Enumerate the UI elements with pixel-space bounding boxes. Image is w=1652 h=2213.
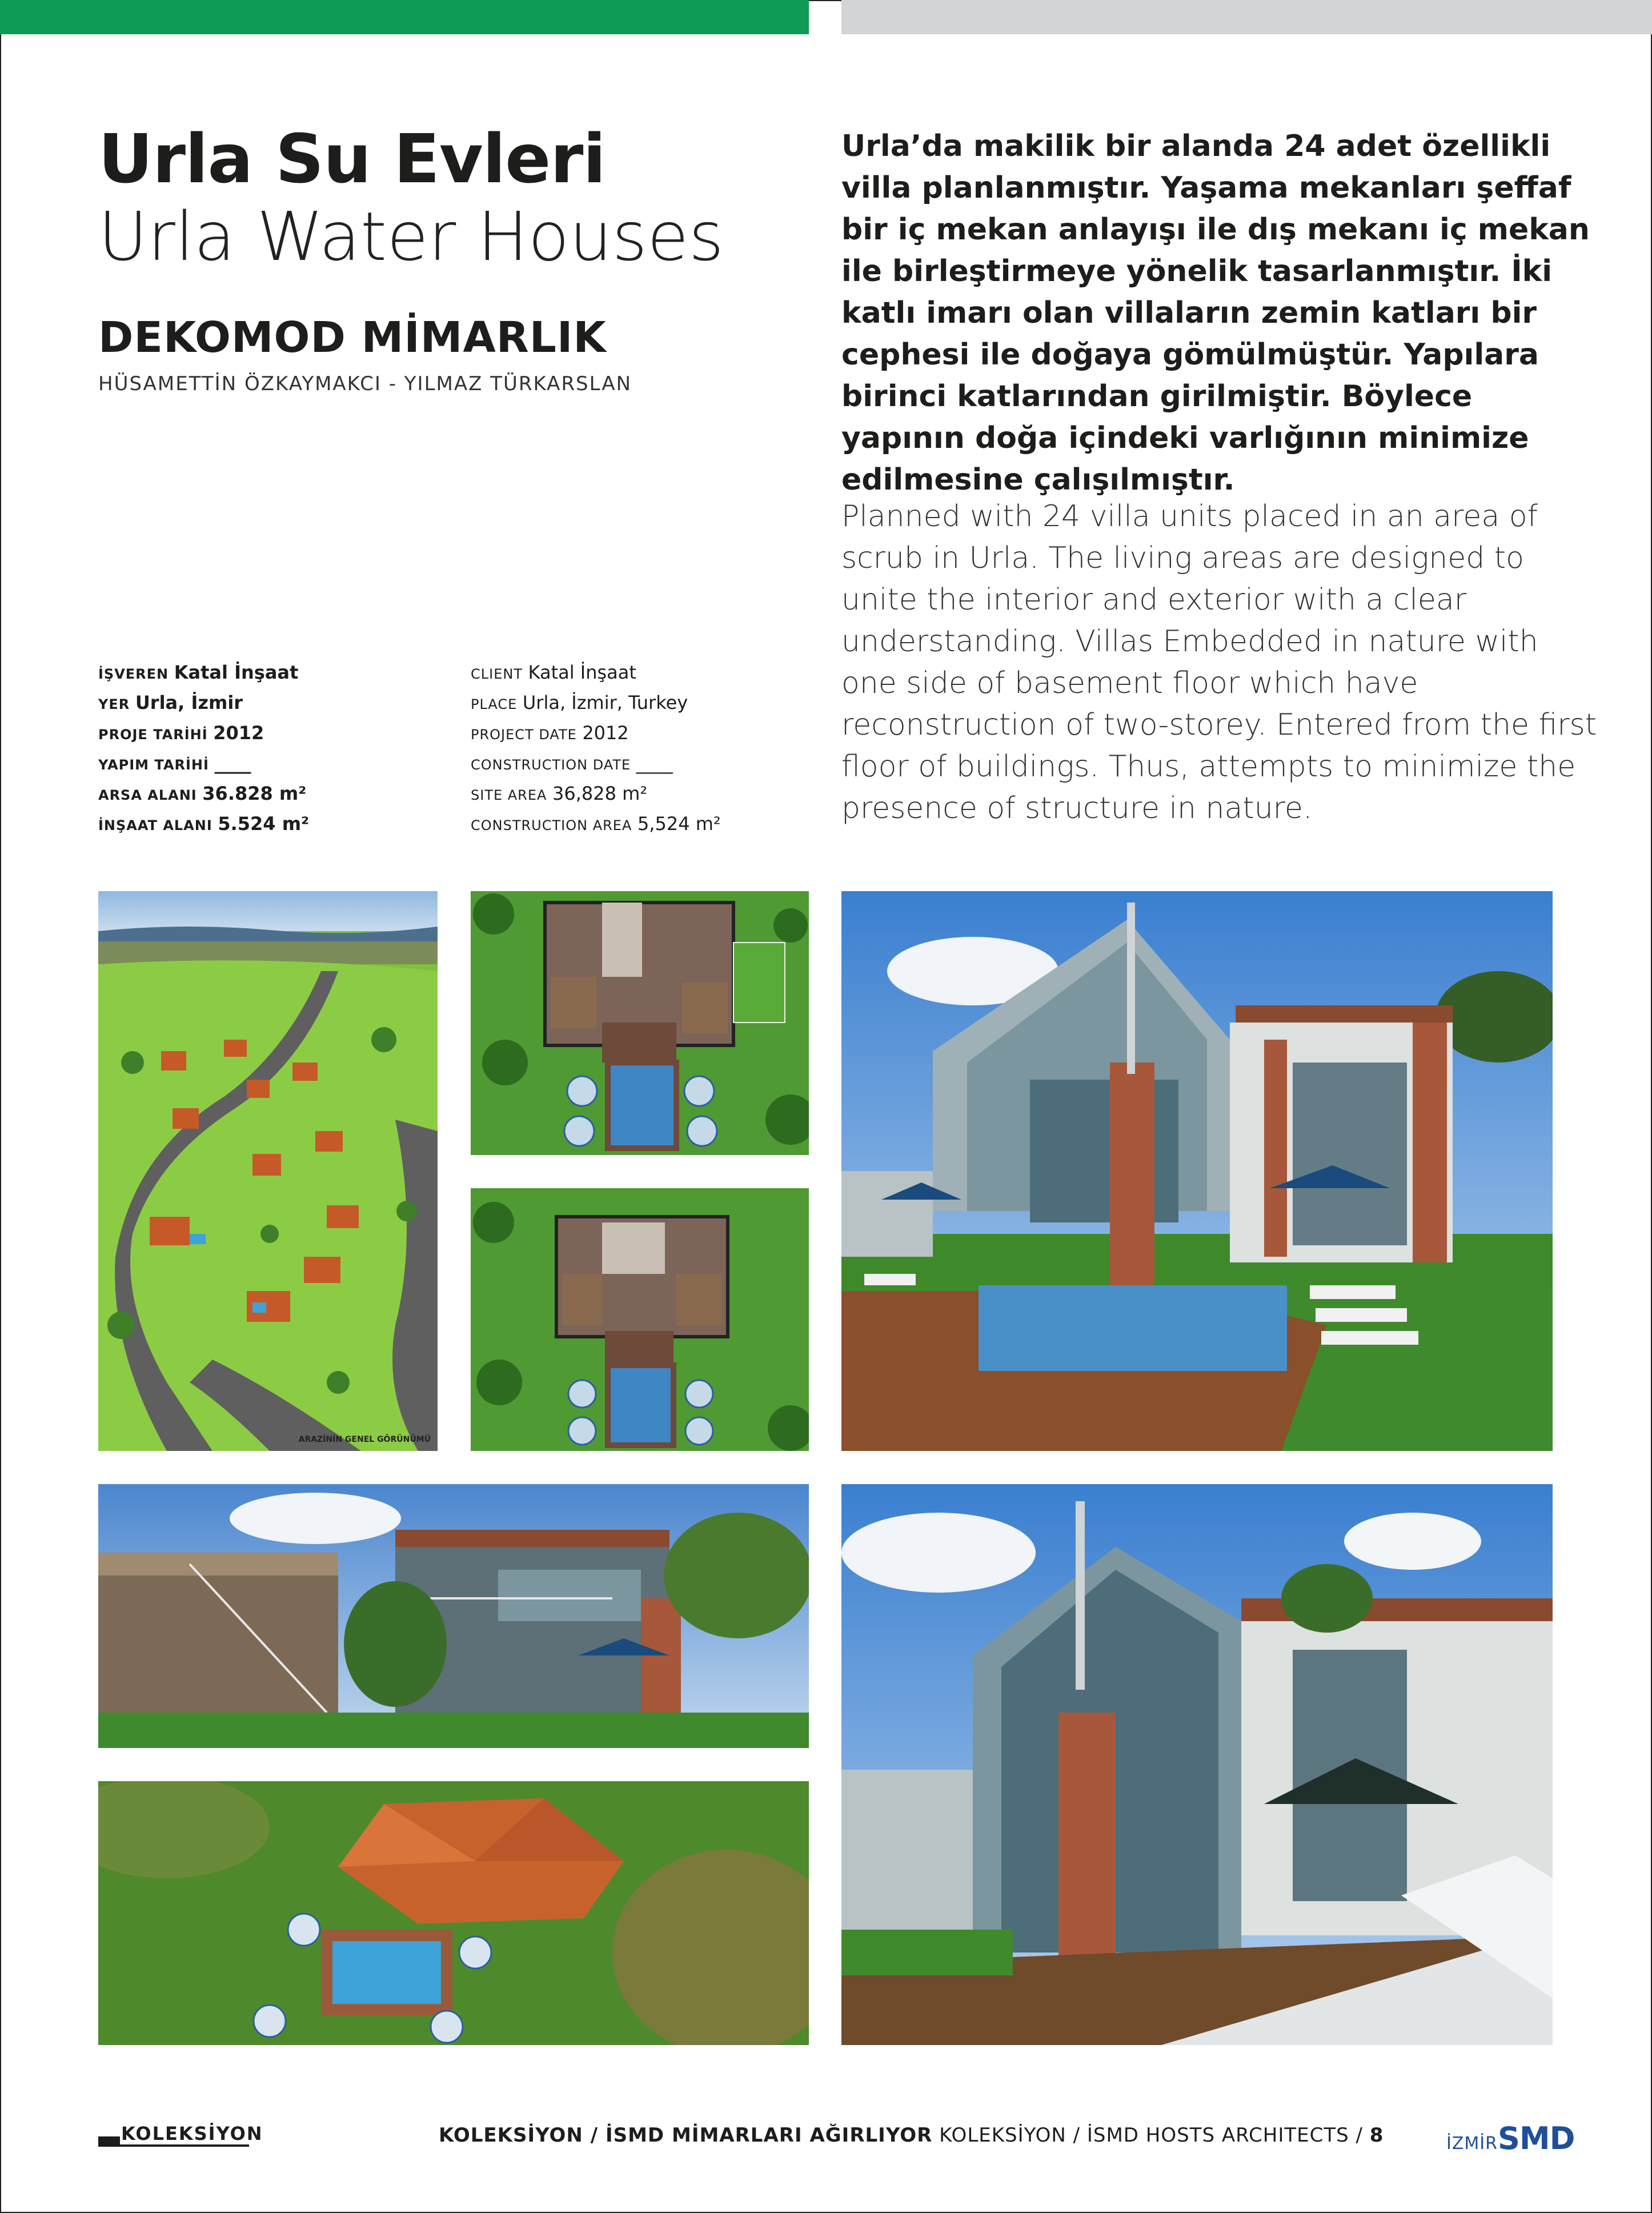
fact-label: CONSTRUCTION AREA [471,817,632,833]
footer-title-turkish: KOLEKSİYON / İSMD MİMARLARI AĞIRLIYOR [439,2124,933,2147]
fact-value: Katal İnşaat [174,662,299,683]
fact-value: ____ [214,752,251,774]
fact-row [471,749,721,779]
koleksiyon-logo [98,2123,263,2147]
villa-render-aerial [98,1781,809,2045]
fact-value: Katal İnşaat [528,662,636,683]
villa-render-front [841,891,1553,1451]
fact-label: PLACE [471,696,518,712]
firm-name: DEKOMOD MİMARLIK [98,313,607,362]
fact-row [98,809,309,840]
fact-row [98,719,309,749]
floor-plan-ground [471,1188,809,1451]
fact-row [471,658,721,688]
fact-value: 5,524 m² [637,813,721,835]
floor-plan-upper [471,891,809,1155]
fact-row [471,719,721,749]
fact-label: YER [98,696,130,712]
top-bar-grey [841,0,1652,34]
fact-row [471,688,721,719]
title-english: Urla Water Houses [98,197,724,276]
fact-value: Urla, İzmir [135,692,243,713]
page-number: 8 [1369,2124,1384,2147]
facts-turkish [98,658,309,840]
footer-running-title [439,2124,1384,2147]
fact-label: PROJECT DATE [471,727,577,743]
villa-render-detail [841,1484,1553,2045]
fact-row [98,688,309,719]
fact-row [98,658,309,688]
fact-label: SITE AREA [471,787,547,803]
fact-label: İŞVEREN [98,666,169,682]
fact-row [471,809,721,840]
fact-label: CONSTRUCTION DATE [471,757,631,773]
fact-label: İNŞAAT ALANI [98,817,212,833]
fact-row [98,749,309,779]
facts-english [471,658,721,840]
site-caption: ARAZİNİN GENEL GÖRÜNÜMÜ [298,1435,431,1444]
site-overview-image [98,891,438,1451]
fact-label: CLIENT [471,666,523,682]
description-english: Planned with 24 villa units placed in an area of scrub in Urla. The living areas are designed to unite the interior and exterior with a clear understanding. Villas Embedded in nature with one side of basement floor which have reconstruction of two-storey. Entered from the first floor of buildings. Thus, attempts to minimize the presence of structure in nature. [841,499,1597,825]
fact-label: PROJE TARİHİ [98,727,208,743]
fact-value: Urla, İzmir, Turkey [522,692,688,713]
fact-value: 36.828 m² [202,783,307,804]
fact-row [471,779,721,809]
footer-title-english: KOLEKSİYON / İSMD HOSTS ARCHITECTS / [939,2124,1363,2147]
title-turkish: Urla Su Evleri [98,119,606,198]
fact-row [98,779,309,809]
izmir-smd-logo-small: İZMİR [1446,2134,1498,2154]
fact-value: 2012 [213,722,264,744]
fact-value: 2012 [582,722,629,744]
fact-value: 36,828 m² [552,783,648,804]
izmir-smd-logo-big: SMD [1497,2120,1575,2156]
description-turkish: Urla’da makilik bir alanda 24 adet özellikli villa planlanmıştır. Yaşama mekanları şeffaf bir iç mekan anlayışı ile dış mekanı iç mekan ile birleştirmeye yönelik tasarlanmıştır. İki katlı imarı olan villaların zemin katları bir cephesi ile doğaya gömülmüştür. Yapılara birinci katlarından girilmiştir. Böylece yapının doğa içindeki varlığının minimize edilmesine çalışılmıştır. [841,129,1590,497]
fact-value: ____ [636,752,673,774]
fact-label: ARSA ALANI [98,787,197,803]
koleksiyon-logo-text: KOLEKSİYON [121,2123,263,2144]
izmir-smd-logo [1446,2120,1574,2156]
architect-names: HÜSAMETTİN ÖZKAYMAKCI - YILMAZ TÜRKARSLAN [98,372,632,395]
fact-value: 5.524 m² [218,813,310,835]
villa-render-side [98,1484,809,1748]
fact-label: YAPIM TARİHİ [98,757,209,773]
top-bar-green [0,0,809,34]
